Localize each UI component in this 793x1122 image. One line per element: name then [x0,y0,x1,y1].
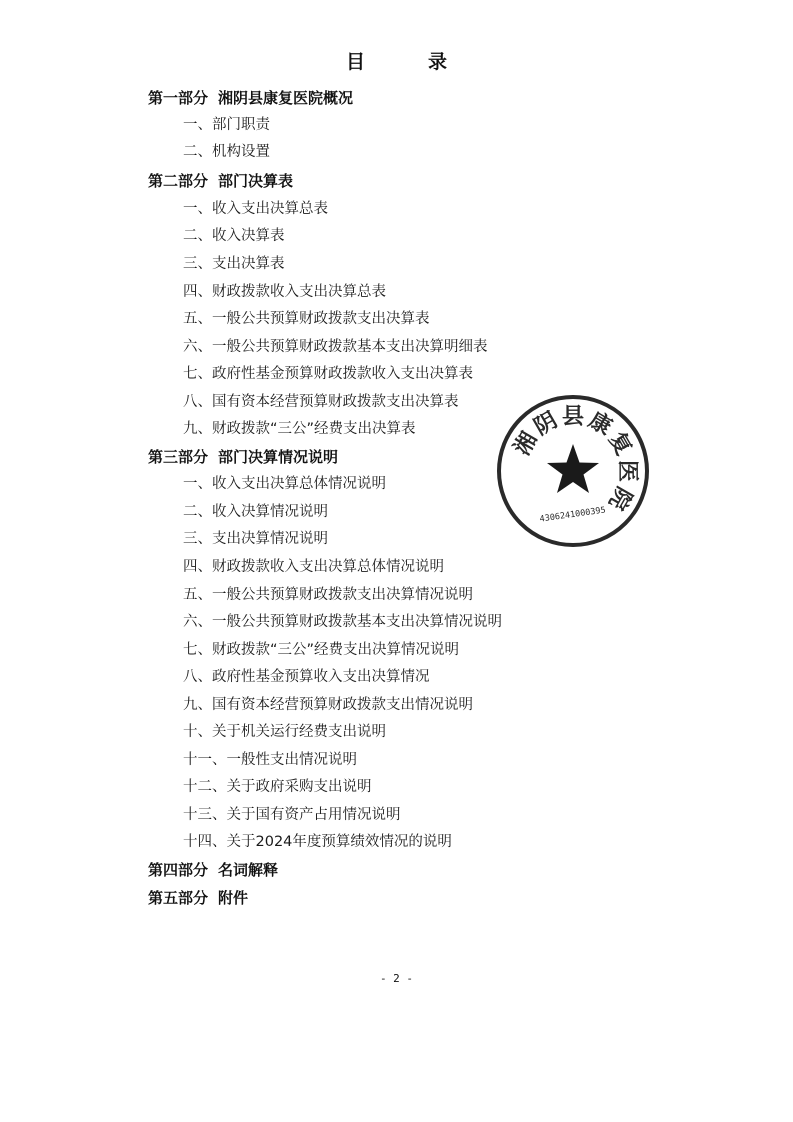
toc-part-heading [148,859,278,881]
toc-part-number: 第三部分 [148,448,209,466]
toc-item: 九、国有资本经营预算财政拨款支出情况说明 [183,697,473,713]
toc-part-title: 部门决算情况说明 [218,448,339,466]
toc-item: 十三、关于国有资产占用情况说明 [183,807,401,823]
toc-part-number: 第四部分 [148,861,209,879]
toc-part-heading [148,87,353,109]
toc-item: 十二、关于政府采购支出说明 [183,779,372,795]
official-seal [494,392,652,550]
toc-item: 六、一般公共预算财政拨款基本支出决算情况说明 [183,614,502,630]
toc-part-number: 第五部分 [148,889,209,907]
toc-item: 十、关于机关运行经费支出说明 [183,724,386,740]
toc-part-title: 湘阴县康复医院概况 [218,89,354,107]
toc-item: 一、收入支出决算总表 [183,201,328,217]
toc-item: 八、国有资本经营预算财政拨款支出决算表 [183,394,459,410]
toc-part-heading [148,170,293,192]
seal-star-icon [547,444,599,493]
seal-char: 医 [614,459,640,483]
toc-item: 四、财政拨款收入支出决算总表 [183,284,386,300]
toc-item: 八、政府性基金预算收入支出决算情况 [183,669,430,685]
toc-part-number: 第一部分 [148,89,209,107]
page-number: - 2 - [379,972,414,985]
seal-char: 阴 [530,407,562,441]
toc-item: 六、一般公共预算财政拨款基本支出决算明细表 [183,339,488,355]
toc-part-number: 第二部分 [148,172,209,190]
seal-char: 康 [584,407,616,441]
toc-title: 目 录 [345,51,469,73]
toc-item: 二、收入决算表 [183,228,285,244]
toc-item: 七、财政拨款“三公”经费支出决算情况说明 [183,642,460,658]
toc-part-title: 名词解释 [218,861,279,879]
toc-item: 三、支出决算情况说明 [183,531,328,547]
seal-char: 湘 [509,428,543,460]
toc-item: 九、财政拨款“三公”经费支出决算表 [183,421,416,437]
toc-part-title: 附件 [218,889,249,907]
toc-item: 二、机构设置 [183,144,270,160]
toc-part-heading [148,446,338,468]
toc-item: 一、收入支出决算总体情况说明 [183,476,386,492]
toc-item: 五、一般公共预算财政拨款支出决算情况说明 [183,587,473,603]
seal-char: 院 [603,482,637,514]
toc-item: 一、部门职责 [183,117,270,133]
toc-item: 二、收入决算情况说明 [183,504,328,520]
toc-part-title: 部门决算表 [218,172,294,190]
toc-item: 七、政府性基金预算财政拨款收入支出决算表 [183,366,473,382]
seal-char: 县 [561,404,585,430]
toc-item: 三、支出决算表 [183,256,285,272]
toc-part-heading [148,887,248,909]
toc-item: 十四、关于2024年度预算绩效情况的说明 [183,834,452,850]
toc-item: 十一、一般性支出情况说明 [183,752,357,768]
toc-item: 四、财政拨款收入支出决算总体情况说明 [183,559,444,575]
seal-code-text: 4306241000395 [539,505,607,525]
seal-char: 复 [603,428,637,460]
toc-item: 五、一般公共预算财政拨款支出决算表 [183,311,430,327]
